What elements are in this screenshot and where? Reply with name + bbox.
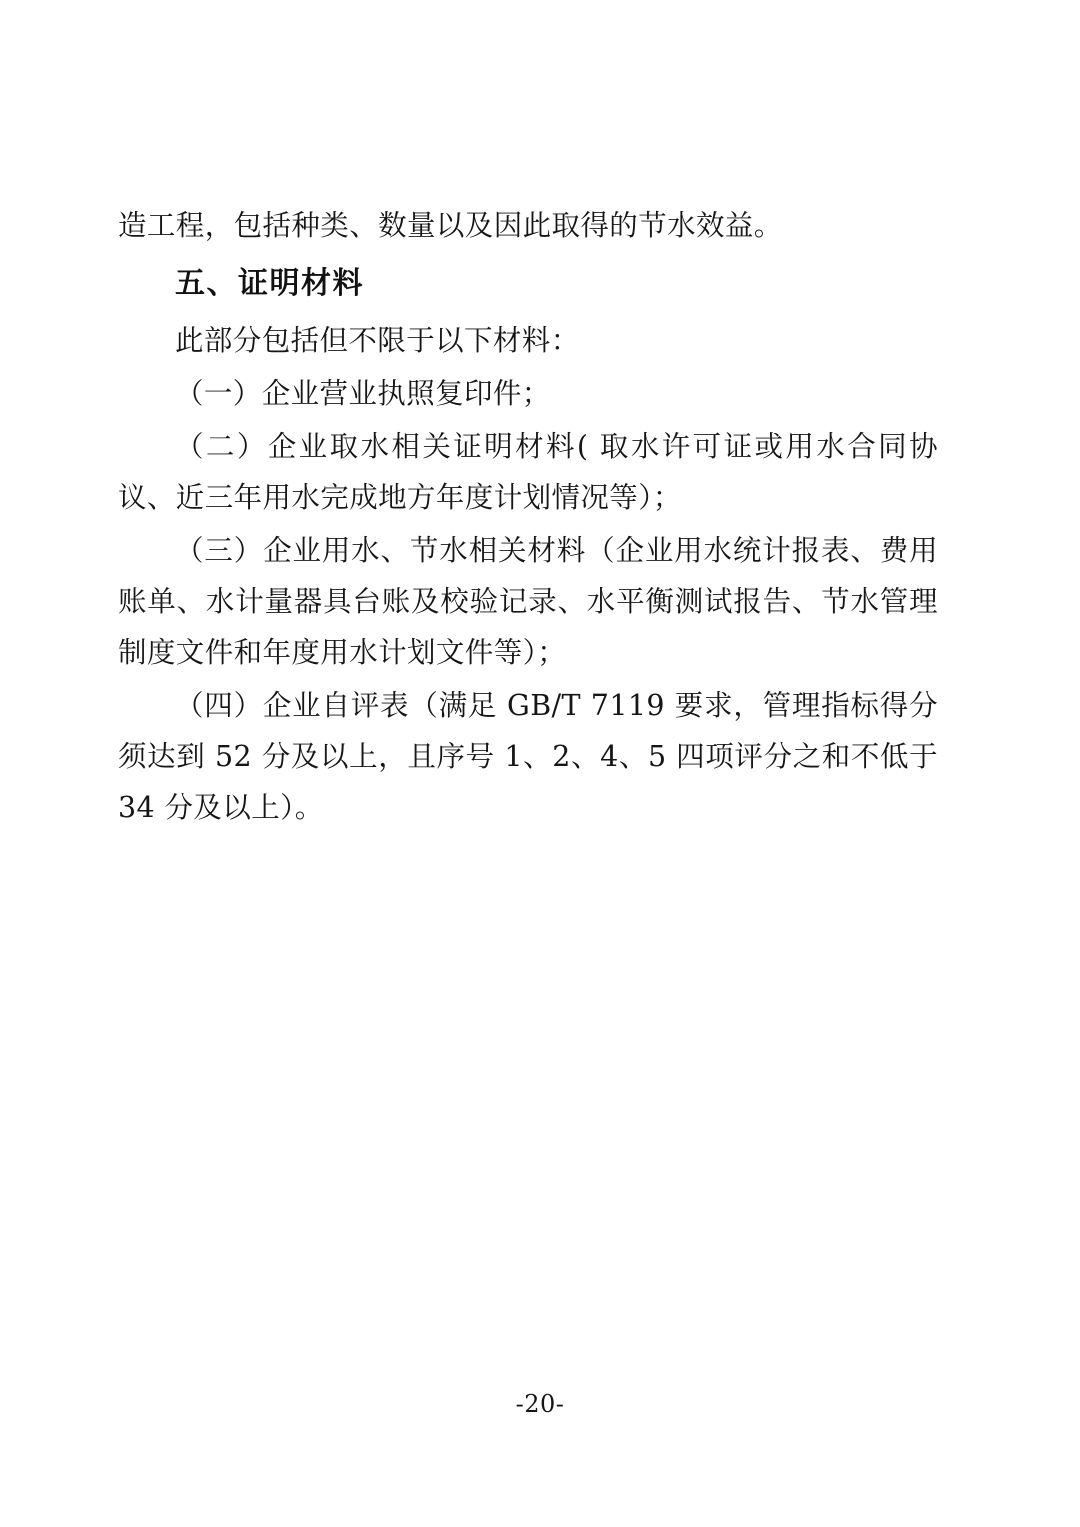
paragraph-item-4: （四）企业自评表（满足 GB/T 7119 要求，管理指标得分须达到 52 分及以上，且序号 1、2、4、5 四项评分之和不低于 34 分及以上）。 [118,689,938,824]
paragraph-item-1: （一）企业营业执照复印件； [175,377,551,410]
paragraph-item-2: （二）企业取水相关证明材料( 取水许可证或用水合同协议、近三年用水完成地方年度计划情况等）； [118,430,938,514]
paragraph-intro: 此部分包括但不限于以下材料： [175,324,580,357]
section-heading: 五、证明材料 [175,266,364,301]
document-body [118,200,938,835]
paragraph-item-3: （三）企业用水、节水相关材料（企业用水统计报表、费用账单、水计量器具台账及校验记录、水平衡测试报告、节水管理制度文件和年度用水计划文件等）； [118,534,938,669]
page-number-footer: -20- [515,1390,565,1418]
paragraph-continued-line: 造工程，包括种类、数量以及因此取得的节水效益。 [118,209,783,242]
